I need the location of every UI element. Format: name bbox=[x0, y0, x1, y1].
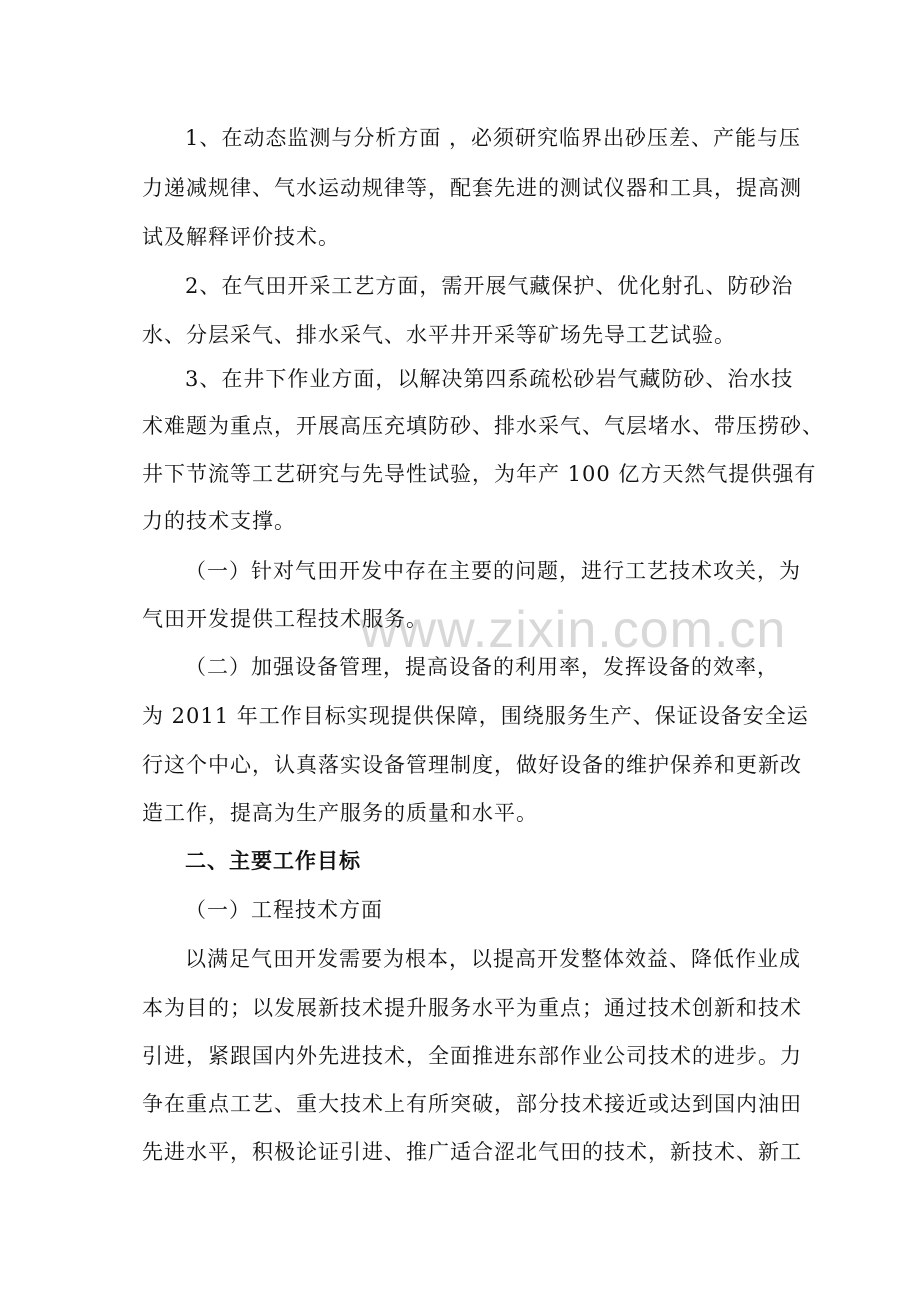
text-line bbox=[0, 1084, 920, 1124]
paragraph-3-line-2: 术难题为重点，开展高压充填防砂、排水采气、气层堵水、带压捞砂、 bbox=[142, 414, 824, 438]
paragraph-6-line-5: 先进水平，积极论证引进、推广适合涩北气田的技术，新技术、新工 bbox=[142, 1140, 802, 1164]
text-line bbox=[0, 793, 920, 833]
paragraph-6-line-2: 本为目的；以发展新技术提升服务水平为重点；通过技术创新和技术 bbox=[142, 996, 802, 1020]
text-line bbox=[0, 266, 920, 306]
paragraph-2-line-2: 水、分层采气、排水采气、水平井开采等矿场先导工艺试验。 bbox=[142, 323, 736, 347]
text-line bbox=[0, 118, 920, 158]
paragraph-3-line-4: 力的技术支撑。 bbox=[142, 509, 296, 533]
section-heading: 二、主要工作目标 bbox=[185, 849, 361, 873]
watermark-text: www.zixin.com.cn bbox=[360, 601, 787, 659]
text-line bbox=[0, 501, 920, 541]
paragraph-4-line-1: （一）针对气田开发中存在主要的问题，进行工艺技术攻关，为 bbox=[185, 559, 801, 583]
text-line bbox=[0, 359, 920, 399]
paragraph-3-line-1: 3、在井下作业方面，以解决第四系疏松砂岩气藏防砂、治水技 bbox=[185, 367, 794, 391]
paragraph-1-line-2: 力递减规律、气水运动规律等，配套先进的测试仪器和工具，提高测 bbox=[142, 176, 802, 200]
text-line bbox=[0, 841, 920, 881]
text-line bbox=[0, 1132, 920, 1172]
paragraph-6-line-3: 引进，紧跟国内外先进技术，全面推进东部作业公司技术的进步。力 bbox=[142, 1044, 802, 1068]
paragraph-5-line-3: 行这个中心，认真落实设备管理制度，做好设备的维护保养和更新改 bbox=[142, 753, 802, 777]
text-line bbox=[0, 406, 920, 446]
text-line bbox=[0, 696, 920, 736]
paragraph-3-line-3: 井下节流等工艺研究与先导性试验，为年产 100 亿方天然气提供强有 bbox=[142, 462, 817, 486]
paragraph-1-line-1: 1、在动态监测与分析方面 ，必须研究临界出砂压差、产能与压 bbox=[185, 126, 802, 150]
paragraph-4-line-2: 气田开发提供工程技术服务。 bbox=[142, 607, 428, 631]
text-line bbox=[0, 745, 920, 785]
paragraph-5-line-2: 为 2011 年工作目标实现提供保障，围绕服务生产、保证设备安全运 bbox=[142, 704, 809, 728]
paragraph-6-line-1: 以满足气田开发需要为根本，以提高开发整体效益、降低作业成 bbox=[185, 947, 801, 971]
text-line bbox=[0, 988, 920, 1028]
text-line bbox=[0, 647, 920, 687]
text-line bbox=[0, 454, 920, 494]
paragraph-1-line-3: 试及解释评价技术。 bbox=[142, 225, 340, 249]
paragraph-6-line-4: 争在重点工艺、重大技术上有所突破，部分技术接近或达到国内油田 bbox=[142, 1092, 802, 1116]
text-line bbox=[0, 890, 920, 930]
text-line bbox=[0, 315, 920, 355]
text-line bbox=[0, 1036, 920, 1076]
paragraph-5-line-1: （二）加强设备管理，提高设备的利用率，发挥设备的效率， bbox=[185, 655, 779, 679]
paragraph-2-line-1: 2、在气田开采工艺方面，需开展气藏保护、优化射孔、防砂治 bbox=[185, 274, 794, 298]
text-line bbox=[0, 551, 920, 591]
paragraph-5-line-4: 造工作，提高为生产服务的质量和水平。 bbox=[142, 801, 538, 825]
text-line bbox=[0, 939, 920, 979]
text-line bbox=[0, 599, 920, 639]
text-line bbox=[0, 168, 920, 208]
subsection-heading: （一）工程技术方面 bbox=[185, 898, 383, 922]
text-line bbox=[0, 217, 920, 257]
